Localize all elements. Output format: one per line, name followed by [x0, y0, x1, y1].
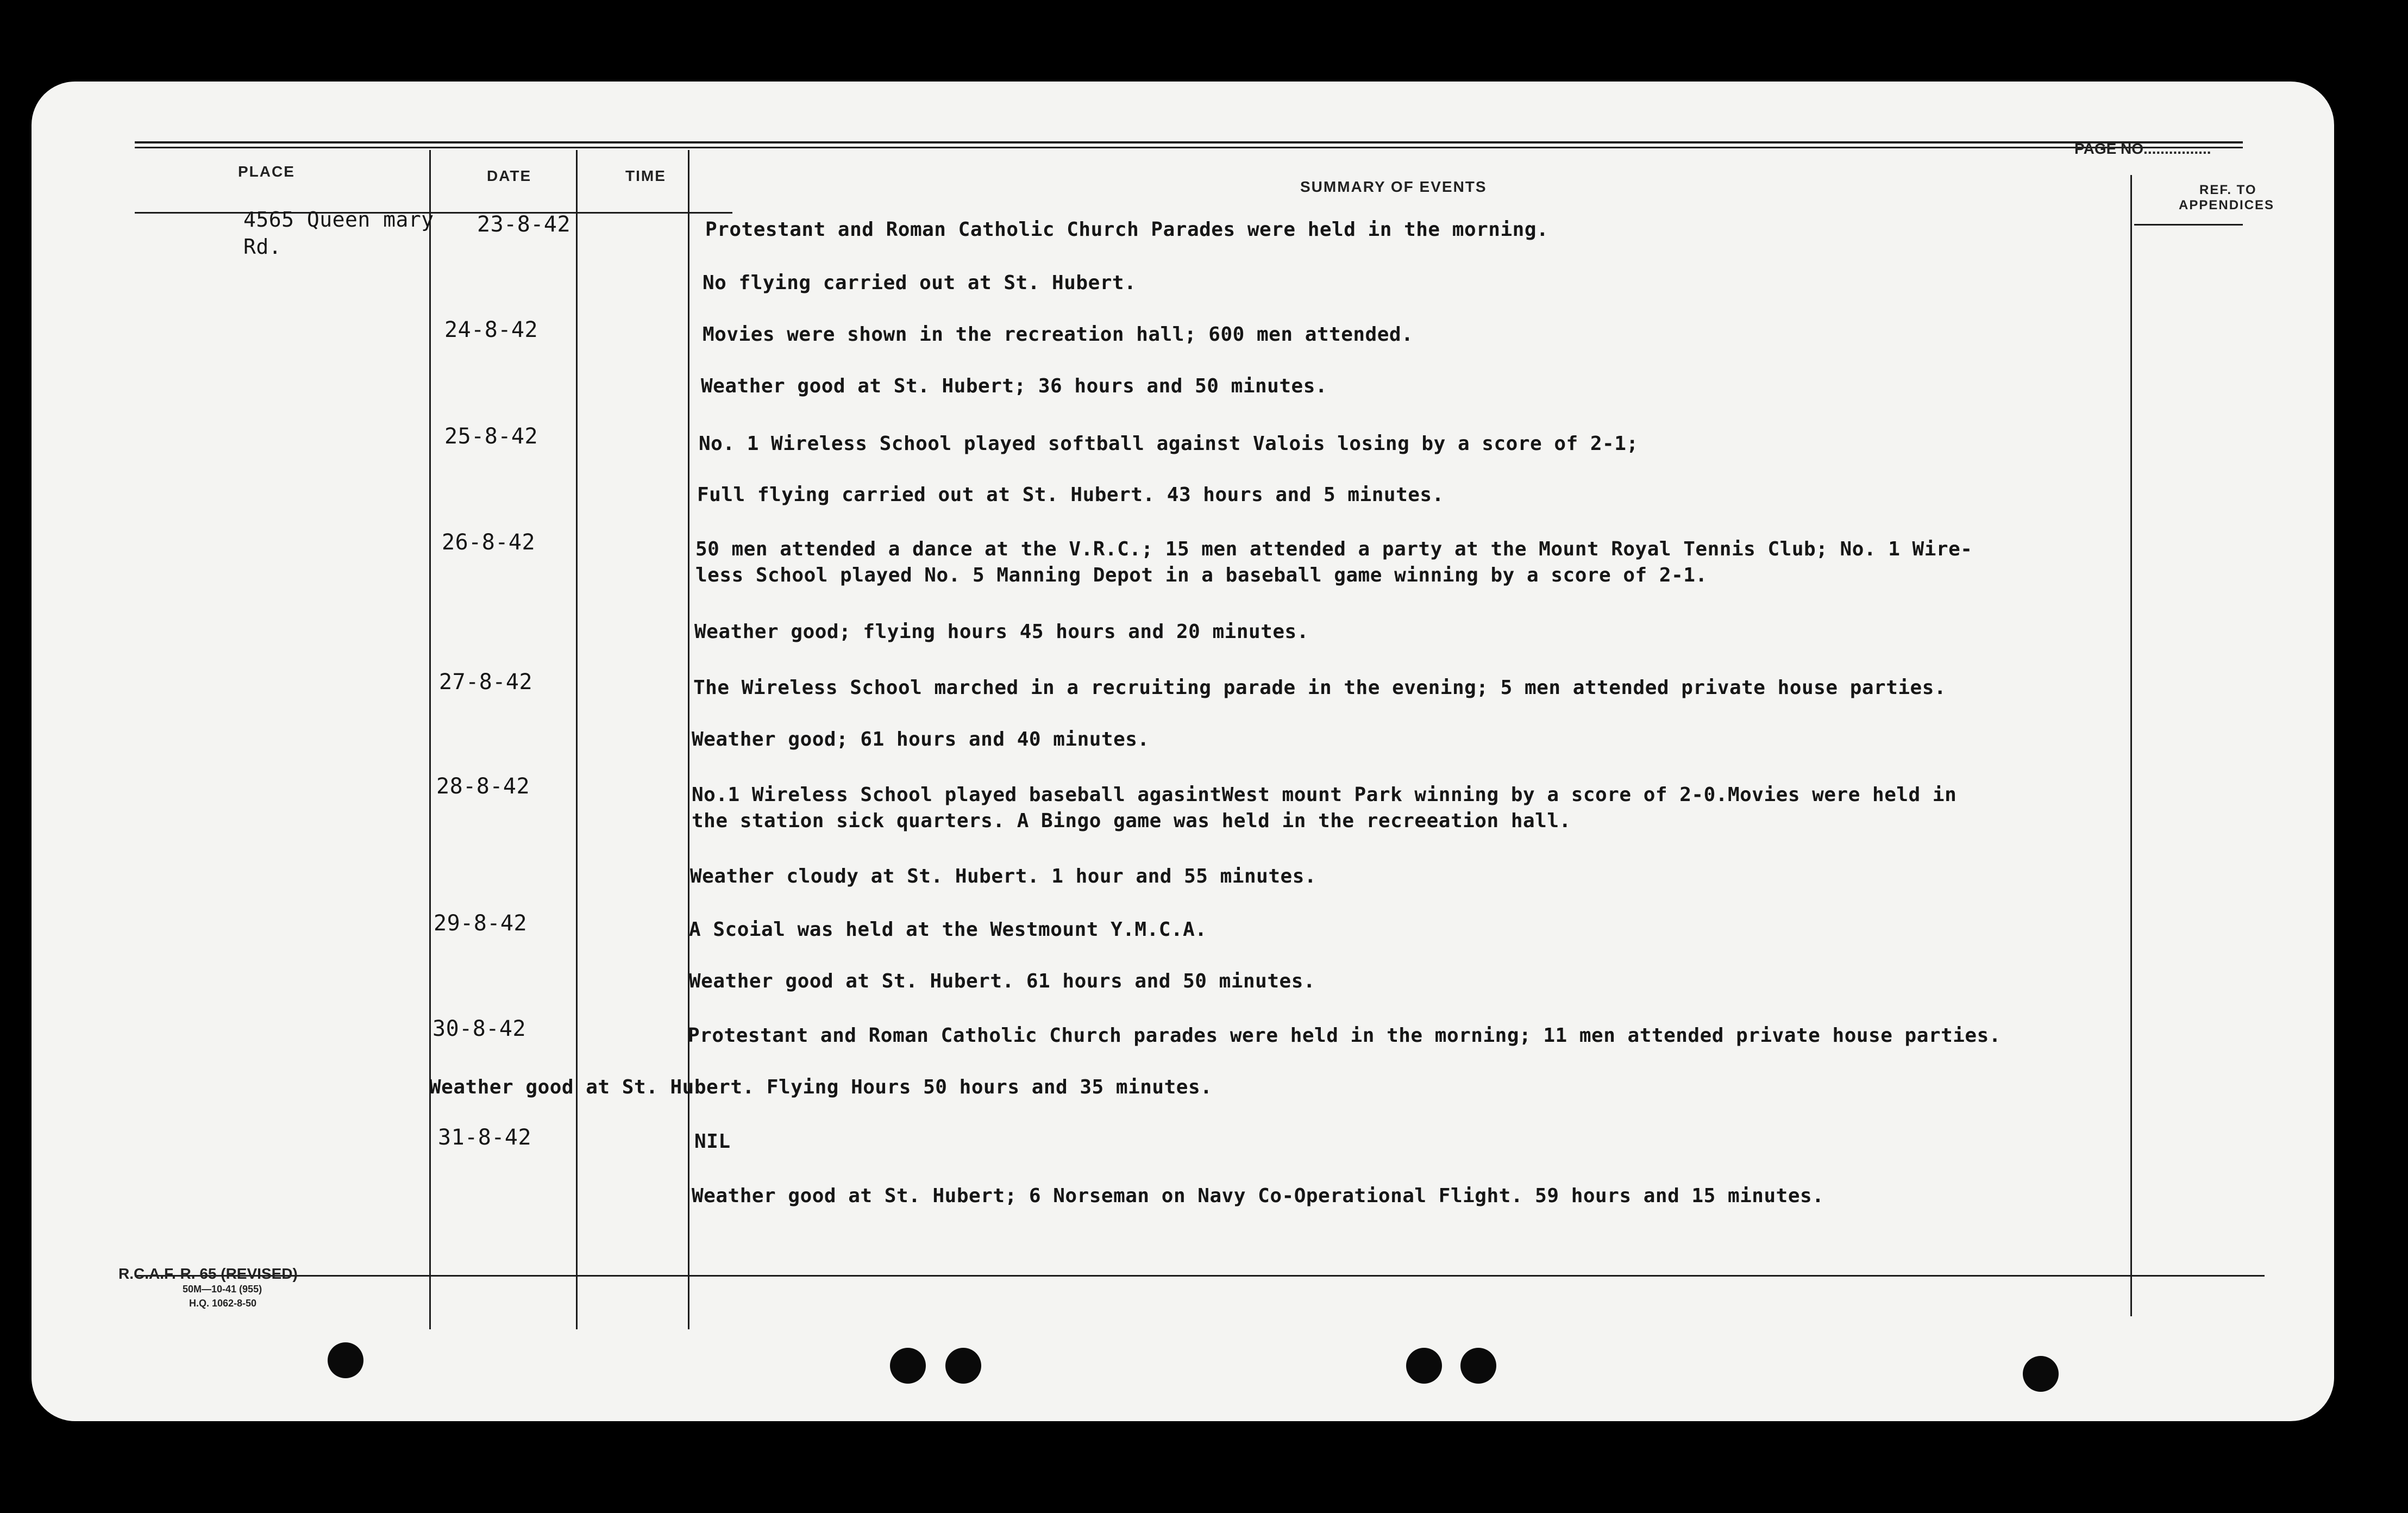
event-line: A Scoial was held at the Westmount Y.M.C.A. — [689, 918, 1207, 941]
diary-form-card — [32, 82, 2334, 1421]
header-underline-ref — [2134, 224, 2243, 226]
place-line-1: 4565 Queen mary — [243, 208, 434, 232]
punch-hole — [890, 1348, 926, 1384]
event-line: Weather good at St. Hubert. 61 hours and 50 minutes. — [689, 970, 1316, 992]
column-divider-ref — [2130, 175, 2132, 1316]
event-line: Weather good at St. Hubert; 6 Norseman on Navy Co-Operational Flight. 59 hours and 15 minutes. — [692, 1185, 1824, 1207]
form-hq-code: H.Q. 1062-8-50 — [189, 1298, 257, 1309]
punch-hole — [328, 1342, 363, 1378]
header-summary: SUMMARY OF EVENTS — [1300, 178, 1487, 195]
form-number: R.C.A.F. R. 65 (REVISED) — [118, 1265, 298, 1282]
event-line: Protestant and Roman Catholic Church parades were held in the morning; 11 men attended private house parties. — [688, 1024, 2001, 1047]
date-entry: 24-8-42 — [444, 317, 538, 342]
event-line: less School played No. 5 Manning Depot in a baseball game winning by a score of 2-1. — [695, 564, 1708, 586]
form-print-code: 50M—10-41 (955) — [183, 1284, 262, 1295]
page-number-label: PAGE NO................ — [2074, 140, 2211, 157]
event-line: Weather good; flying hours 45 hours and 20 minutes. — [694, 621, 1309, 643]
event-line: No.1 Wireless School played baseball agasintWest mount Park winning by a score of 2-0.Movies were held in — [692, 784, 1957, 806]
event-line: NIL — [694, 1130, 731, 1153]
event-line: Protestant and Roman Catholic Church Parades were held in the morning. — [705, 218, 1549, 241]
date-entry: 31-8-42 — [438, 1125, 532, 1150]
event-line: Weather cloudy at St. Hubert. 1 hour and 55 minutes. — [690, 865, 1317, 887]
punch-hole — [2023, 1356, 2059, 1392]
column-divider-time — [688, 150, 689, 1329]
date-entry: 26-8-42 — [442, 530, 536, 555]
header-ref-line1: REF. TO — [2199, 183, 2257, 197]
bottom-rule — [135, 1275, 2265, 1277]
place-line-2: Rd. — [243, 235, 282, 259]
punch-hole — [1460, 1348, 1496, 1384]
event-line: The Wireless School marched in a recruiting parade in the evening; 5 men attended private house parties. — [693, 677, 1947, 699]
date-entry: 25-8-42 — [444, 424, 538, 449]
header-date: DATE — [487, 167, 532, 184]
date-entry: 23-8-42 — [477, 212, 571, 237]
event-line: Weather good at St. Hubert; 36 hours and 50 minutes. — [701, 375, 1328, 397]
header-ref-line2: APPENDICES — [2179, 198, 2275, 212]
column-divider-date — [576, 150, 578, 1329]
header-time: TIME — [625, 167, 666, 184]
date-entry: 27-8-42 — [439, 670, 533, 695]
event-line: Weather good; 61 hours and 40 minutes. — [692, 728, 1150, 751]
date-entry: 30-8-42 — [432, 1016, 526, 1041]
event-line: Weather good at St. Hubert. Flying Hours 50 hours and 35 minutes. — [429, 1076, 1213, 1098]
event-line: No. 1 Wireless School played softball against Valois losing by a score of 2-1; — [699, 433, 1639, 455]
event-line: No flying carried out at St. Hubert. — [703, 272, 1137, 294]
event-line: Full flying carried out at St. Hubert. 43 hours and 5 minutes. — [697, 484, 1444, 506]
event-line: 50 men attended a dance at the V.R.C.; 15 men attended a party at the Mount Royal Tennis Club; No. 1 Wire- — [695, 538, 1973, 560]
top-rule-2 — [135, 147, 2243, 148]
column-divider-place — [429, 150, 431, 1329]
date-entry: 29-8-42 — [434, 911, 528, 936]
date-entry: 28-8-42 — [436, 774, 530, 799]
punch-hole — [1406, 1348, 1442, 1384]
header-place: PLACE — [238, 163, 295, 180]
event-line: the station sick quarters. A Bingo game was held in the recreeation hall. — [692, 810, 1571, 832]
top-rule — [135, 141, 2243, 143]
punch-hole — [945, 1348, 981, 1384]
event-line: Movies were shown in the recreation hall; 600 men attended. — [703, 323, 1414, 346]
